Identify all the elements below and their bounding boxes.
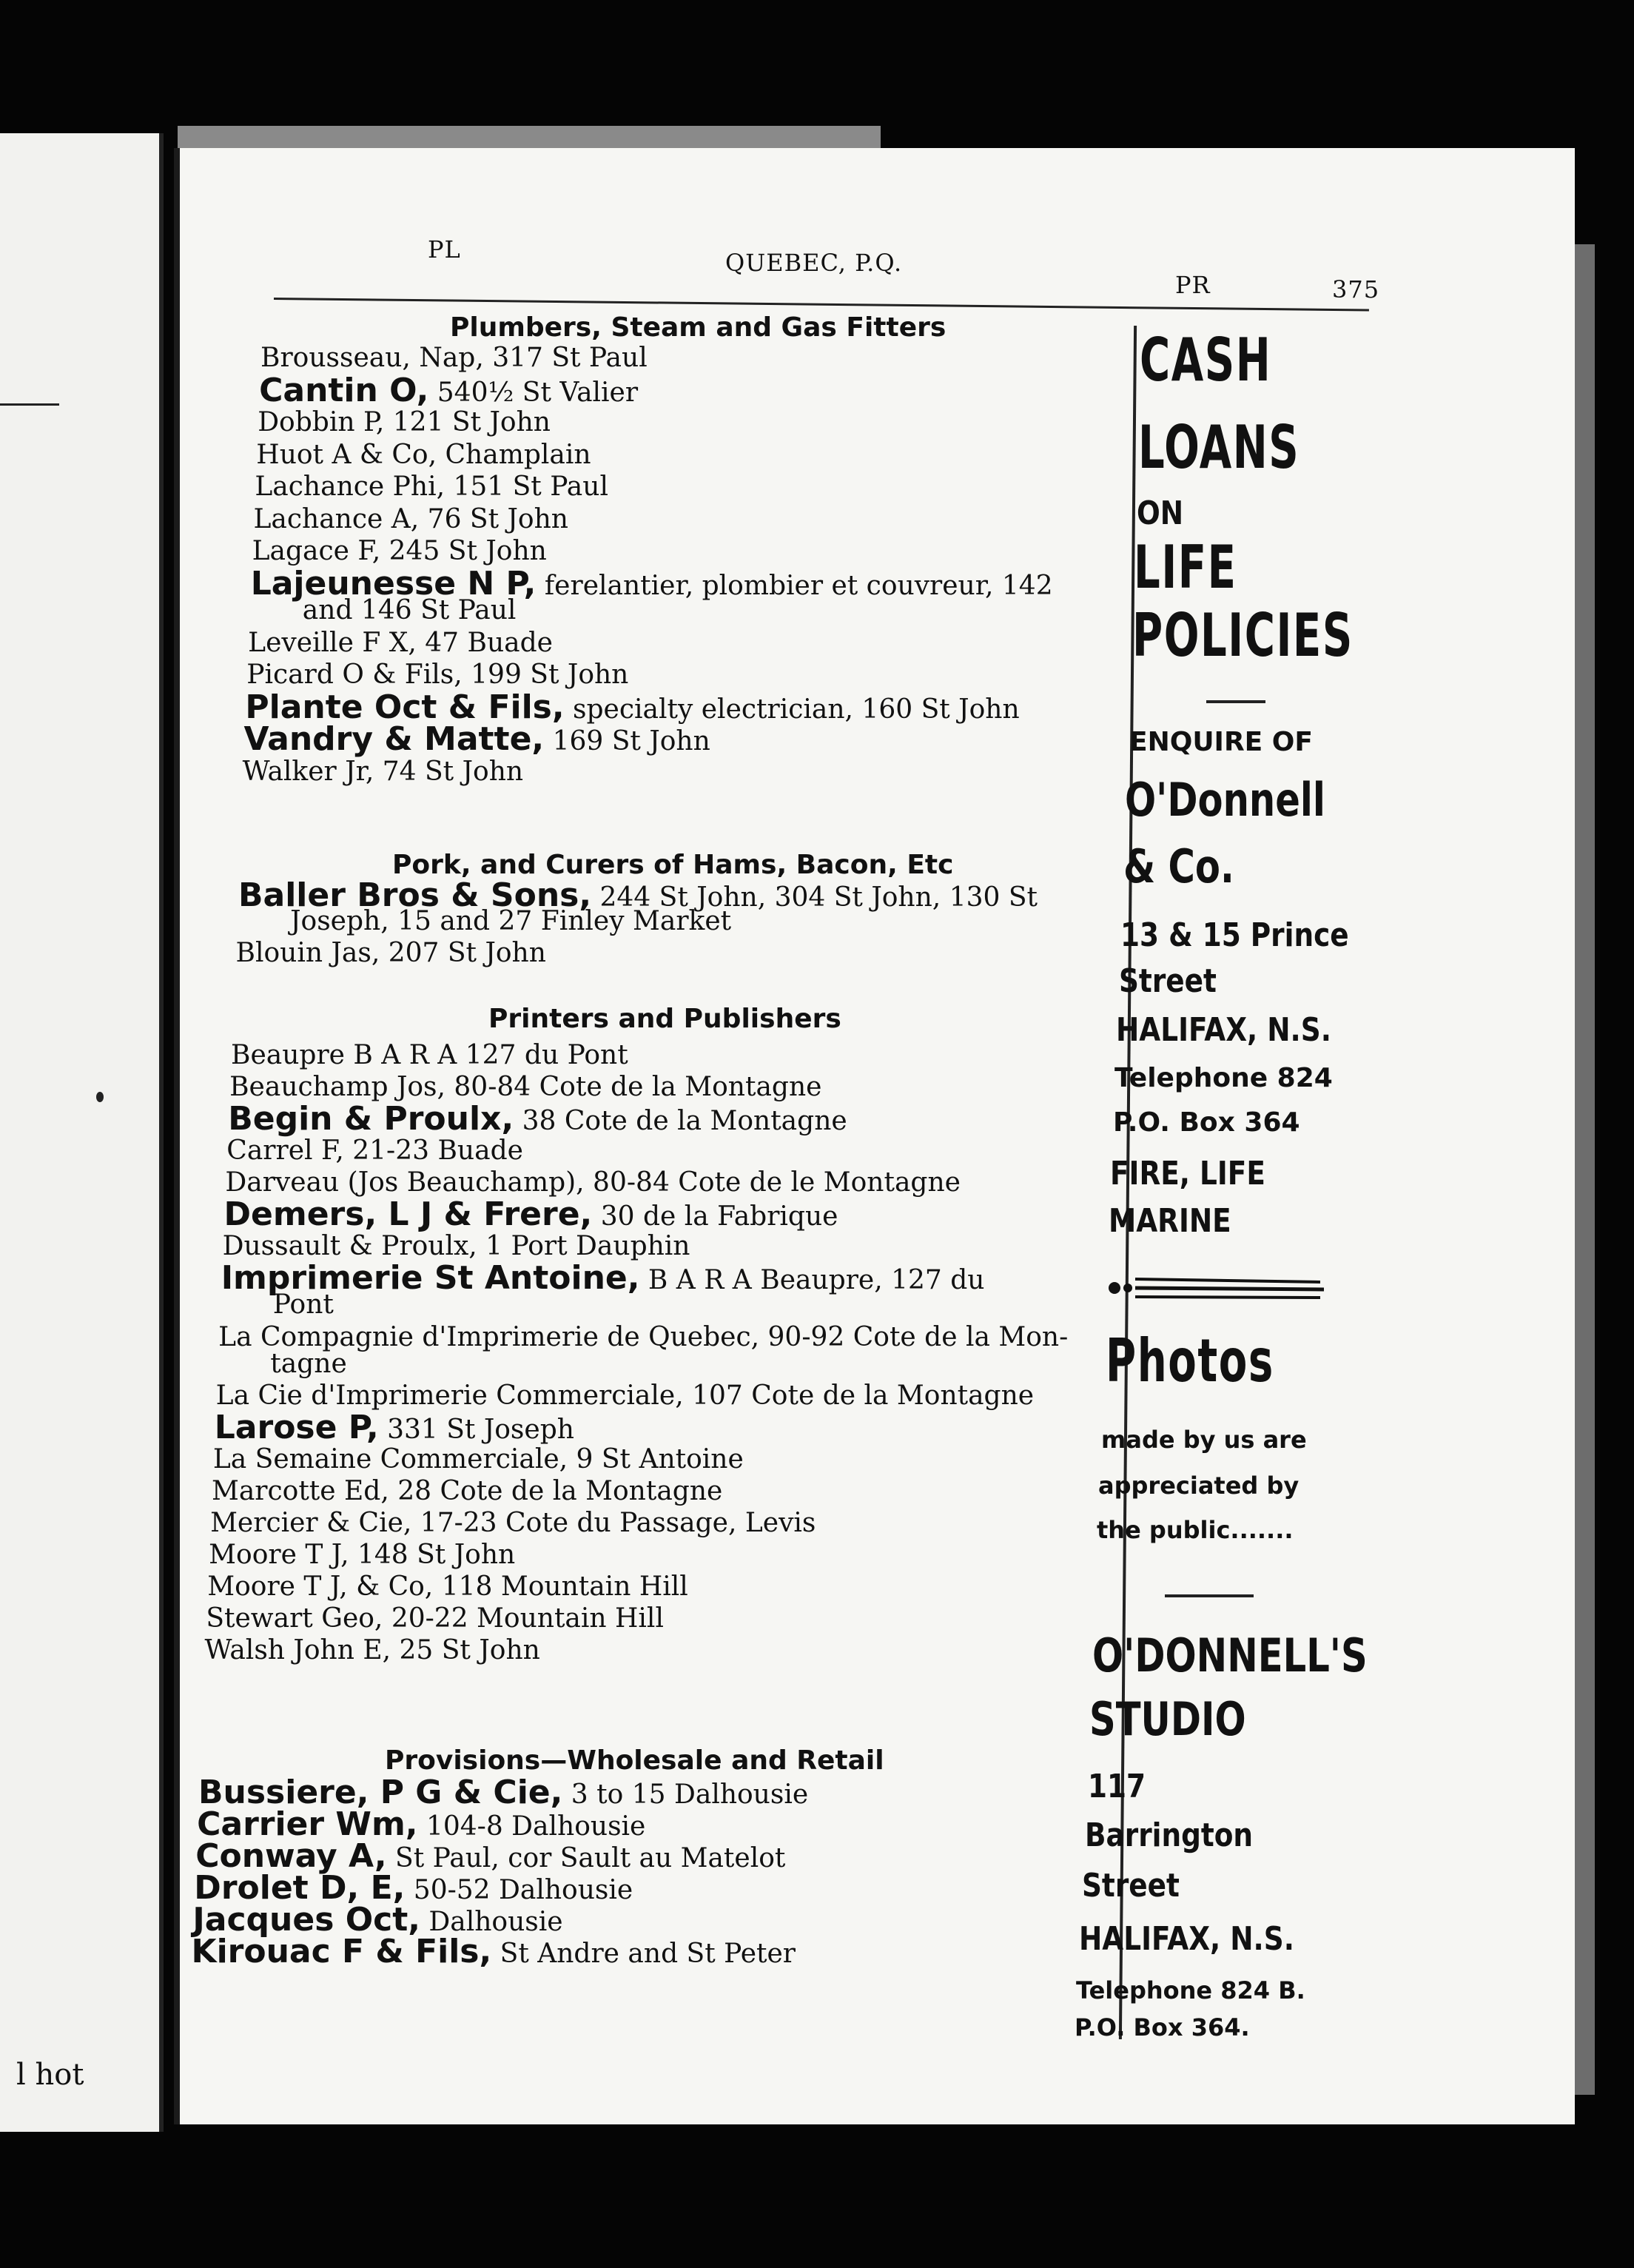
directory-entry [210,1509,816,1538]
directory-entry [260,343,648,373]
entry-text: Dalhousie [420,1907,563,1937]
directory-entry [252,537,547,566]
entry-text: Darveau (Jos Beauchamp), 80-84 Cote de le Montagne [225,1167,961,1198]
ad-studio-name: O'DONNELL'S [1092,1628,1368,1682]
entry-text: Lagace F, 245 St John [252,536,547,566]
directory-entry [255,472,608,502]
entry-text: specialty electrician, 160 St John [564,694,1020,725]
ornamental-rule [1106,1273,1328,1303]
header-right: PR [1175,271,1211,299]
ad-studio-street-2: Street [1082,1867,1180,1905]
ad-company-co: & Co. [1123,839,1234,893]
directory-entry [228,1100,847,1138]
entry-text: ferelantier, plombier et couvreur, 142 [536,570,1053,601]
entry-continuation: and 146 St Paul [302,595,517,625]
entry-text: Brousseau, Nap, 317 St Paul [260,343,648,373]
entry-name: Cantin O, [259,371,429,409]
entry-name: Plante Oct & Fils, [245,688,565,726]
entry-text: Carrel F, 21-23 Buade [226,1135,523,1166]
entry-text: 38 Cote de la Montagne [514,1106,847,1136]
directory-entry [235,939,545,968]
ad-cash: CASH [1140,326,1272,395]
entry-text: 244 St John, 304 St John, 130 St [591,882,1038,913]
entry-text: Huot A & Co, Champlain [256,439,591,470]
directory-entry [209,1540,515,1570]
directory-entry [229,1073,821,1102]
entry-name: Vandry & Matte, [243,720,545,759]
entry-text: Stewart Geo, 20-22 Mountain Hill [206,1603,664,1634]
entry-name: Jacques Oct, [192,1901,420,1939]
directory-entry [214,1409,574,1447]
directory-entry [226,1136,523,1166]
directory-entry [221,1259,985,1297]
entry-text: 30 de la Fabrique [592,1201,838,1232]
ad-loans: LOANS [1138,413,1300,482]
entry-name: Drolet D, E, [194,1869,406,1907]
entry-name: Imprimerie St Antoine, [221,1259,640,1297]
entry-continuation: Pont [272,1289,334,1320]
directory-entry [207,1572,688,1602]
entry-text: La Cie d'Imprimerie Commerciale, 107 Cote de la Montagne [215,1380,1035,1412]
entry-name: Baller Bros & Sons, [238,876,592,914]
directory-entry [204,1636,539,1665]
directory-entry [225,1168,961,1198]
directory-entry [206,1604,664,1634]
entry-text: Dobbin P, 121 St John [258,407,551,437]
ad-address: 13 & 15 Prince [1120,916,1349,954]
entry-name: Kirouac F & Fils, [191,1933,492,1970]
entry-text: Dussault & Proulx, 1 Port Dauphin [222,1231,690,1261]
directory-entry [213,1445,744,1474]
directory-entry [243,720,710,759]
directory-entry [259,371,639,409]
ad-studio: STUDIO [1089,1692,1246,1746]
previous-page [0,133,164,2132]
ad-city: HALIFAX, N.S. [1116,1011,1331,1049]
entry-text: Blouin Jas, 207 St John [235,937,546,968]
section-title: Plumbers, Steam and Gas Fitters [450,312,947,343]
entry-text: B A R A Beaupre, 127 du [639,1265,985,1295]
ad-photos-line-2: appreciated by [1098,1472,1300,1500]
entry-text: 50-52 Dalhousie [405,1875,633,1905]
entry-text: St Paul, cor Sault au Matelot [386,1843,786,1873]
entry-name: Demers, L J & Frere, [223,1195,593,1233]
ad-box: P.O. Box 364 [1113,1107,1300,1138]
ad-company: O'Donnell [1125,773,1325,827]
entry-name: Lajeunesse N P, [250,564,537,603]
entry-text: Marcotte Ed, 28 Cote de la Montagne [211,1476,723,1507]
directory-entry [223,1195,838,1233]
entry-text: Walsh John E, 25 St John [204,1635,540,1666]
entry-name: Bussiere, P G & Cie, [198,1774,563,1811]
header-left: PL [428,235,461,264]
entry-text: St Andre and St Peter [491,1939,796,1969]
ad-studio-number: 117 [1088,1768,1146,1805]
section-title: Provisions—Wholesale and Retail [385,1745,884,1776]
directory-entry [191,1933,796,1970]
entry-text: Moore T J, & Co, 118 Mountain Hill [207,1571,688,1603]
entry-text: 3 to 15 Dalhousie [562,1779,809,1810]
directory-entry [231,1041,628,1070]
entry-name: Begin & Proulx, [228,1100,514,1138]
ad-street: Street [1119,962,1217,1000]
entry-text: 331 St Joseph [378,1415,574,1446]
directory-entry [246,660,628,690]
ad-photos-line-3: the public....... [1097,1516,1294,1544]
directory-entry [223,1232,690,1261]
directory-entry [258,408,551,437]
entry-text: Mercier & Cie, 17-23 Cote du Passage, Levis [210,1508,816,1539]
entry-text: Beaupre B A R A 127 du Pont [231,1040,628,1070]
entry-text: Walker Jr, 74 St John [242,756,524,787]
directory-entry [218,1323,1068,1352]
directory-entry [254,505,568,534]
entry-name: Larose P, [214,1409,379,1447]
ad-divider [1206,700,1265,703]
entry-continuation: tagne [270,1348,347,1379]
ad-studio-box: P.O. Box 364. [1075,2013,1250,2041]
directory-entry [243,757,524,787]
entry-text: Picard O & Fils, 199 St John [246,660,629,691]
entry-text: Lachance A, 76 St John [253,503,568,534]
page-number: 375 [1332,275,1380,303]
entry-text: Leveille F X, 47 Buade [248,627,553,658]
ad-insurance-2: MARINE [1109,1202,1231,1240]
section-title: Pork, and Curers of Hams, Bacon, Etc [392,850,954,880]
directory-entry [216,1381,1034,1411]
entry-text: 104-8 Dalhousie [417,1811,646,1842]
ad-life: LIFE [1134,533,1237,602]
directory-entry [256,440,591,470]
ad-studio-street-1: Barrington [1085,1816,1254,1854]
ad-photos-line-1: made by us are [1101,1426,1307,1454]
entry-text: Beauchamp Jos, 80-84 Cote de la Montagne [229,1072,822,1102]
ad-phone: Telephone 824 [1114,1063,1333,1093]
section-title: Printers and Publishers [488,1004,841,1034]
ad-studio-phone: Telephone 824 B. [1076,1976,1305,2004]
ad-policies: POLICIES [1132,601,1354,670]
directory-entry [248,628,553,658]
ad-studio-city: HALIFAX, N.S. [1079,1920,1294,1958]
entry-continuation: Joseph, 15 and 27 Finley Market [290,906,732,936]
ad-divider-2 [1165,1594,1254,1597]
header-center: QUEBEC, P.Q. [725,249,903,277]
ad-enquire: ENQUIRE OF [1129,727,1313,757]
entry-text: Moore T J, 148 St John [209,1540,516,1571]
entry-text: 169 St John [544,726,710,757]
entry-name: Carrier Wm, [197,1805,418,1843]
entry-text: Lachance Phi, 151 St Paul [255,472,608,502]
left-page-fragment: l hot [16,2058,84,2092]
ad-on: ON [1137,494,1184,532]
divider [0,403,59,406]
ad-insurance-1: FIRE, LIFE [1110,1155,1265,1192]
entry-name: Conway A, [195,1837,387,1875]
entry-text: La Semaine Commerciale, 9 St Antoine [212,1444,744,1475]
entry-text: La Compagnie d'Imprimerie de Quebec, 90-92 Cote de la Mon- [218,1321,1069,1352]
ink-mark [96,1092,104,1102]
directory-entry [212,1477,722,1506]
entry-text: 540½ St Valier [428,377,639,408]
ad-photos: Photos [1106,1326,1274,1395]
